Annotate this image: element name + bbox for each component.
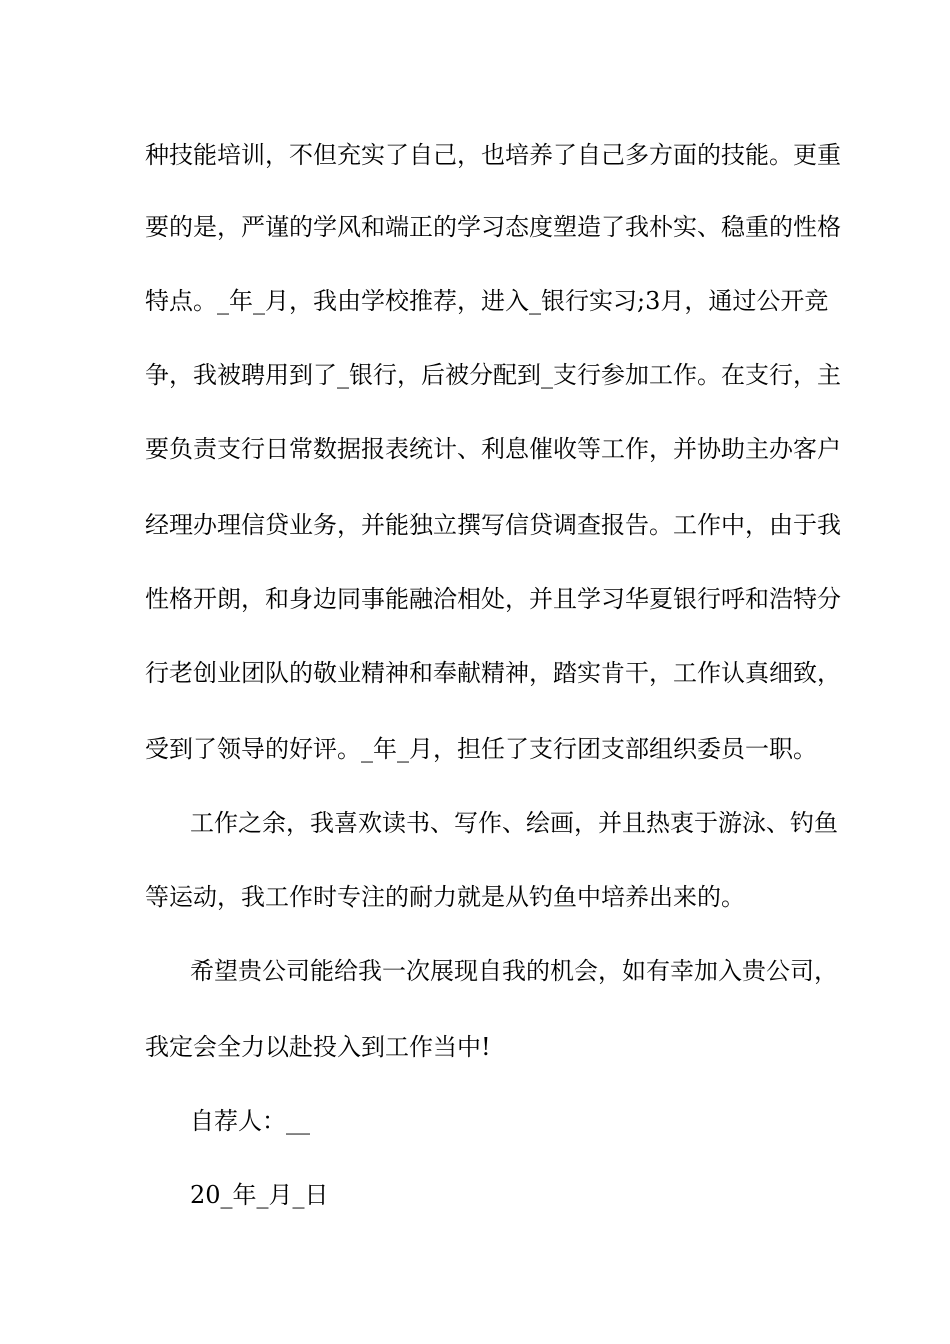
paragraph-line: 工作之余，我喜欢读书、写作、绘画，并且热衷于游泳、钓鱼: [190, 809, 838, 837]
paragraph-line: 我定会全力以赴投入到工作当中!: [145, 1033, 491, 1061]
signature-line: 自荐人：__: [190, 1107, 310, 1135]
paragraph-line: 受到了领导的好评。_年_月，担任了支行团支部组织委员一职。: [145, 735, 817, 763]
paragraph-line: 要的是，严谨的学风和端正的学习态度塑造了我朴实、稳重的性格: [145, 213, 841, 241]
paragraph-line: 要负责支行日常数据报表统计、利息催收等工作，并协助主办客户: [145, 435, 841, 463]
paragraph-line: 性格开朗，和身边同事能融洽相处，并且学习华夏银行呼和浩特分: [145, 585, 841, 613]
date-line: 20_年_月_日: [190, 1181, 329, 1209]
paragraph-line: 等运动，我工作时专注的耐力就是从钓鱼中培养出来的。: [145, 883, 745, 911]
paragraph-line: 特点。_年_月，我由学校推荐，进入_银行实习;3月，通过公开竞: [145, 287, 829, 315]
paragraph-line: 行老创业团队的敬业精神和奉献精神，踏实肯干，工作认真细致，: [145, 659, 841, 687]
paragraph-line: 经理办理信贷业务，并能独立撰写信贷调查报告。工作中，由于我: [145, 511, 841, 539]
paragraph-line: 种技能培训，不但充实了自己，也培养了自己多方面的技能。更重: [145, 141, 841, 169]
paragraph-line: 争，我被聘用到了_银行，后被分配到_支行参加工作。在支行，主: [145, 361, 841, 389]
paragraph-line: 希望贵公司能给我一次展现自我的机会，如有幸加入贵公司，: [190, 957, 838, 985]
